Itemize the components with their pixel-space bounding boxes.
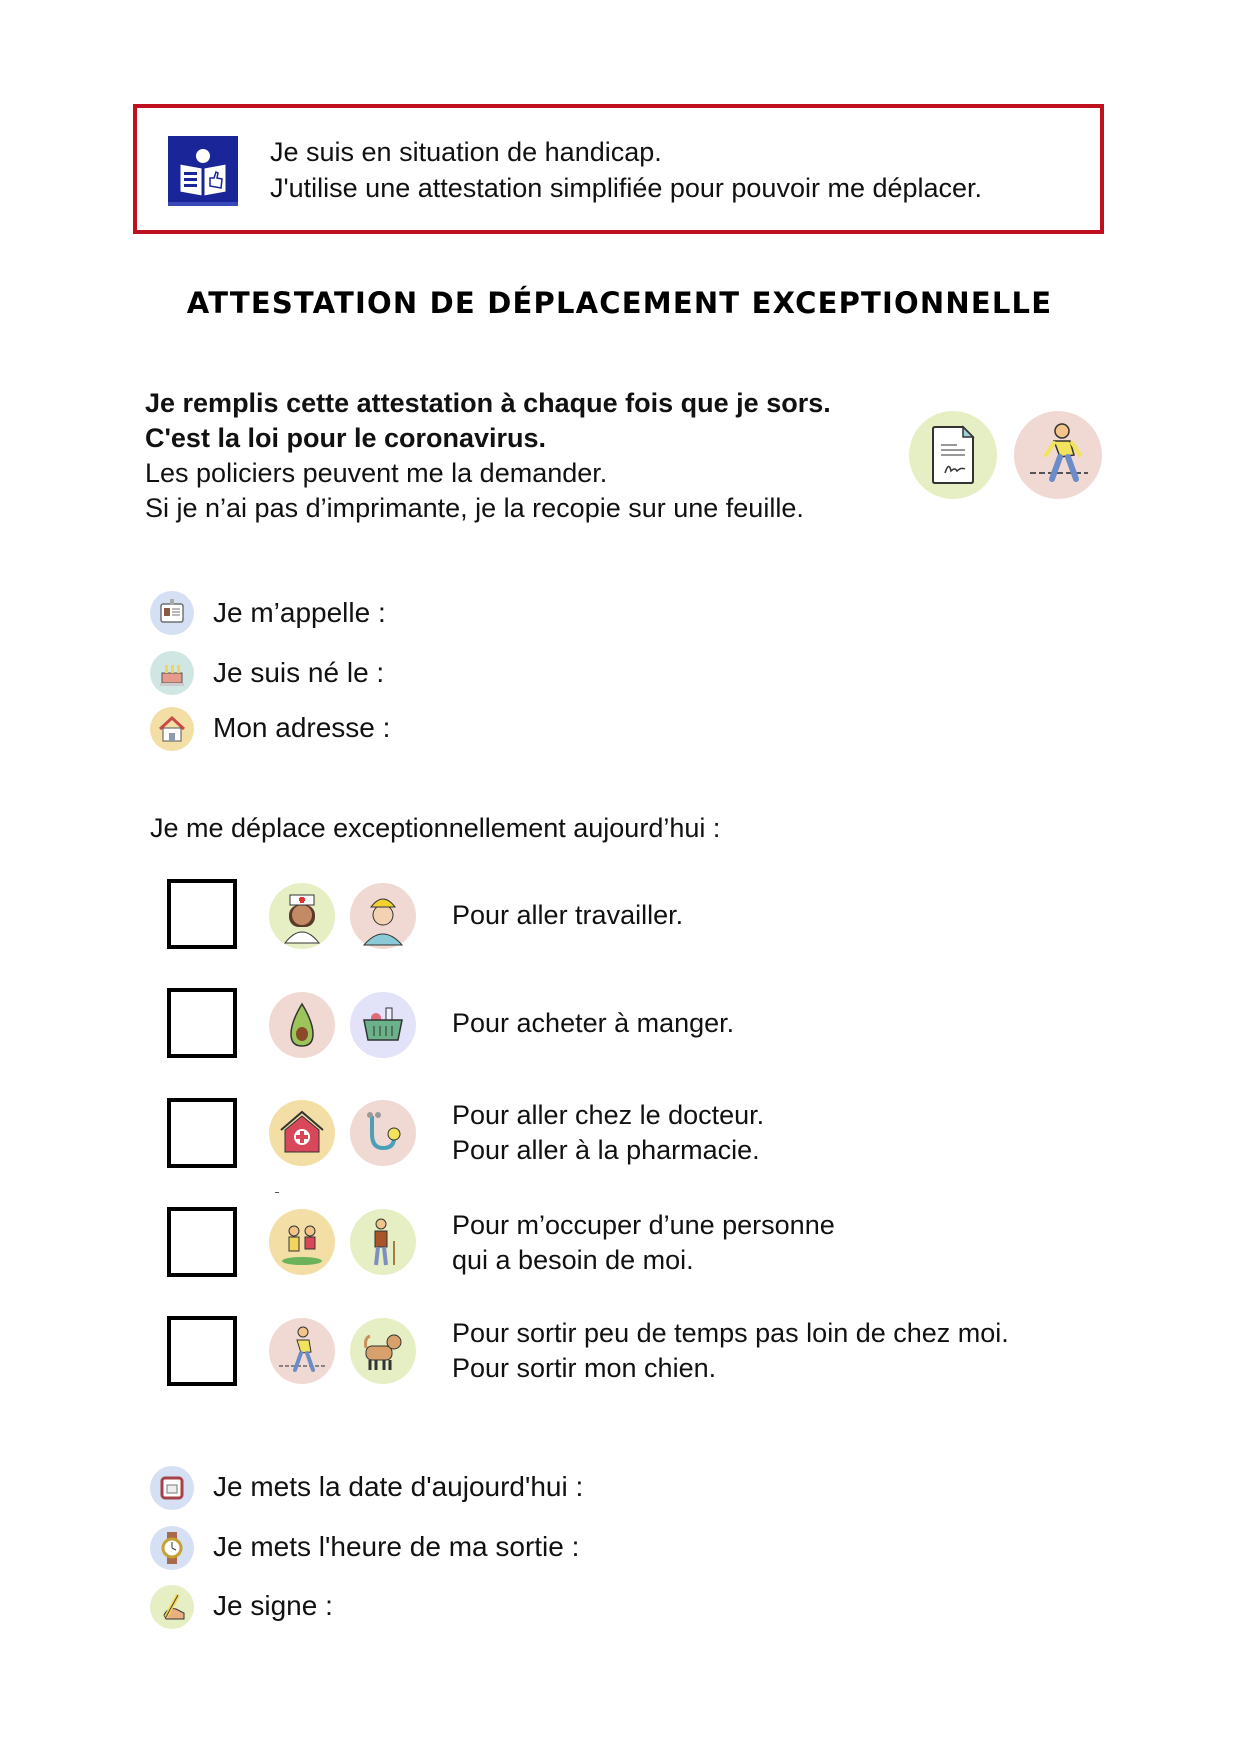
checkbox-care[interactable] <box>167 1207 237 1277</box>
walking-person-icon <box>269 1318 335 1384</box>
id-badge-icon <box>150 591 194 635</box>
intro-bold-line-2: C'est la loi pour le coronavirus. <box>145 423 547 453</box>
wristwatch-icon <box>150 1526 194 1570</box>
intro-bold-line-1: Je remplis cette attestation à chaque fois que je sors. <box>145 388 831 418</box>
checkbox-health[interactable] <box>167 1098 237 1168</box>
signing-hand-icon <box>150 1585 194 1629</box>
date-field-label: Je mets la date d'aujourd'hui : <box>213 1471 584 1502</box>
intro-text <box>145 386 831 526</box>
children-icon <box>269 1209 335 1275</box>
signed-document-icon <box>909 411 997 499</box>
easy-to-read-logo-icon <box>168 136 238 206</box>
notice-line-2: J'utilise une attestation simplifiée pour pouvoir me déplacer. <box>270 173 983 203</box>
reason-health-text <box>452 1098 764 1168</box>
name-field-label: Je m’appelle : <box>213 597 386 628</box>
stray-mark <box>275 1192 279 1193</box>
avocado-icon <box>269 992 335 1058</box>
reason-care-line-1: Pour m’occuper d’une personne <box>452 1210 835 1240</box>
reason-health-line-1: Pour aller chez le docteur. <box>452 1100 765 1130</box>
reason-care-line-2: qui a besoin de moi. <box>452 1245 694 1275</box>
construction-worker-icon <box>350 883 416 949</box>
reason-work-text <box>452 898 683 933</box>
house-icon <box>150 707 194 751</box>
checkbox-short-outing[interactable] <box>167 1316 237 1386</box>
walking-person-icon <box>1014 411 1102 499</box>
birthdate-field-label: Je suis né le : <box>213 657 385 688</box>
checkbox-work[interactable] <box>167 879 237 949</box>
birthday-cake-icon <box>150 651 194 695</box>
address-field-label: Mon adresse : <box>213 712 391 743</box>
reason-health-line-2: Pour aller à la pharmacie. <box>452 1135 760 1165</box>
reason-outing-line-2: Pour sortir mon chien. <box>452 1353 717 1383</box>
reason-care-text <box>452 1208 835 1278</box>
reasons-intro: Je me déplace exceptionnellement aujourd’hui : <box>150 813 721 843</box>
page-title: ATTESTATION DE DÉPLACEMENT EXCEPTIONNELLE <box>186 286 1053 320</box>
intro-line-2: Si je n’ai pas d’imprimante, je la recopie sur une feuille. <box>145 493 804 523</box>
reason-outing-text <box>452 1316 1009 1386</box>
notice-line-1: Je suis en situation de handicap. <box>270 137 662 167</box>
dog-icon <box>350 1318 416 1384</box>
hospital-icon <box>269 1100 335 1166</box>
time-field-label: Je mets l'heure de ma sortie : <box>213 1531 580 1562</box>
reason-outing-line-1: Pour sortir peu de temps pas loin de chez moi. <box>452 1318 1009 1348</box>
signature-field-label: Je signe : <box>213 1590 333 1621</box>
intro-line-1: Les policiers peuvent me la demander. <box>145 458 608 488</box>
notice-text <box>270 134 982 206</box>
checkbox-food[interactable] <box>167 988 237 1058</box>
calendar-icon <box>150 1466 194 1510</box>
reason-food-text <box>452 1006 734 1041</box>
grocery-basket-icon <box>350 992 416 1058</box>
reason-food-line-1: Pour acheter à manger. <box>452 1008 735 1038</box>
nurse-icon <box>269 883 335 949</box>
reason-work-line-1: Pour aller travailler. <box>452 900 684 930</box>
elderly-person-icon <box>350 1209 416 1275</box>
stethoscope-icon <box>350 1100 416 1166</box>
